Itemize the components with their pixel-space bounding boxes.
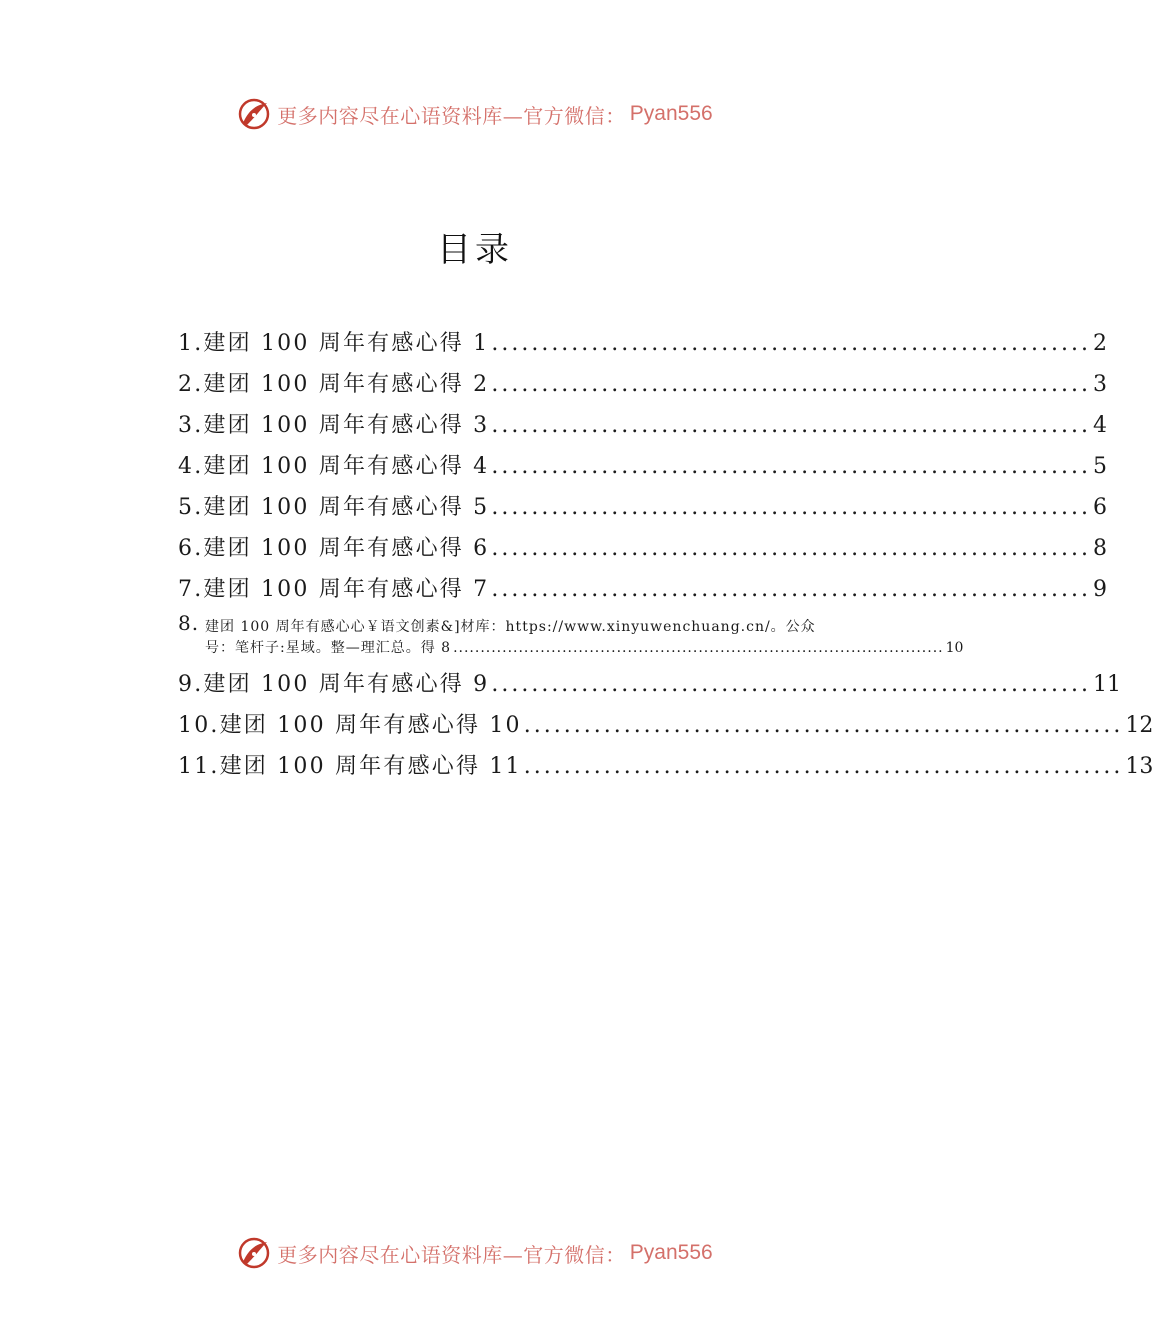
toc-entry-label: 3.建团 100 周年有感心得 3: [178, 413, 490, 438]
header-banner: [0, 92, 950, 136]
banner-text: 更多内容尽在心语资料库—官方微信：: [277, 103, 626, 128]
toc-entry-label: 2.建团 100 周年有感心得 2: [178, 372, 490, 397]
toc-page-number: 4: [1092, 413, 1107, 438]
toc-entry-number: 8.: [178, 611, 200, 635]
toc-leader-dots: ............................................................: [491, 372, 1091, 397]
toc-entry-label: 10.建团 100 周年有感心得 10: [178, 713, 522, 738]
banner-text: 更多内容尽在心语资料库—官方微信：: [277, 1242, 626, 1267]
toc-page-number: 11: [1092, 672, 1121, 697]
toc-entry-11[interactable]: [178, 749, 1153, 790]
toc-leader-dots: ............................................................: [491, 672, 1091, 697]
pen-nib-logo-icon: [237, 97, 271, 131]
banner-wechat-id: Pyan556: [629, 1241, 713, 1264]
toc-entry-5[interactable]: [178, 490, 1107, 531]
footer-banner: [0, 1231, 950, 1275]
toc-leader-dots: ............................................................: [491, 454, 1091, 479]
toc-leader-dots: ............................................................: [523, 713, 1124, 738]
toc-leader-dots: ..........................................................................................: [453, 640, 944, 656]
toc-entry-label: 6.建团 100 周年有感心得 6: [178, 536, 490, 561]
toc-entry-label-line-2-wrap: [178, 638, 964, 659]
toc-page-number: 10: [945, 640, 964, 656]
toc-entry-label: 11.建团 100 周年有感心得 11: [178, 754, 522, 779]
toc-entry-label: 7.建团 100 周年有感心得 7: [178, 577, 490, 602]
toc-leader-dots: ............................................................: [491, 413, 1091, 438]
toc-entry-1[interactable]: [178, 326, 1107, 367]
toc-entry-label: 5.建团 100 周年有感心得 5: [178, 495, 490, 520]
toc-entry-label: 1.建团 100 周年有感心得 1: [178, 331, 490, 356]
toc-entry-3[interactable]: [178, 408, 1107, 449]
toc-entry-label-line-1: 建团 100 周年有感心心￥语文创素&]材库：https://www.xinyuwenchuang.cn/。公众: [205, 619, 816, 635]
toc-entry-10[interactable]: [178, 708, 1153, 749]
toc-leader-dots: ............................................................: [491, 495, 1091, 520]
toc-page-number: 9: [1092, 577, 1107, 602]
page-title: 目录: [437, 230, 513, 270]
toc-entry-4[interactable]: [178, 449, 1107, 490]
toc-page-number: 8: [1092, 536, 1107, 561]
toc-entry-2[interactable]: [178, 367, 1107, 408]
banner-wechat-id: Pyan556: [629, 102, 713, 125]
toc-page-number: 13: [1125, 754, 1153, 779]
toc-entry-label: 9.建团 100 周年有感心得 9: [178, 672, 490, 697]
toc-leader-dots: ............................................................: [491, 577, 1091, 602]
toc-entry-8[interactable]: [178, 611, 964, 667]
toc-leader-dots: ............................................................: [491, 331, 1091, 356]
toc-entry-label-line-2: 号：笔杆子:星域。整—理汇总。得 8: [205, 640, 452, 656]
toc-page-number: 12: [1125, 713, 1153, 738]
toc-leader-dots: ............................................................: [491, 536, 1091, 561]
toc-entry-9[interactable]: [178, 667, 1121, 708]
toc-page-number: 3: [1092, 372, 1107, 397]
toc-leader-dots: ............................................................: [523, 754, 1124, 779]
pen-nib-logo-icon: [237, 1236, 271, 1270]
toc-entry-label: 4.建团 100 周年有感心得 4: [178, 454, 490, 479]
table-of-contents: [178, 326, 1153, 790]
toc-page-number: 5: [1092, 454, 1107, 479]
toc-page-number: 6: [1092, 495, 1107, 520]
toc-entry-7[interactable]: [178, 572, 1107, 613]
toc-page-number: 2: [1092, 331, 1107, 356]
toc-entry-6[interactable]: [178, 531, 1107, 572]
